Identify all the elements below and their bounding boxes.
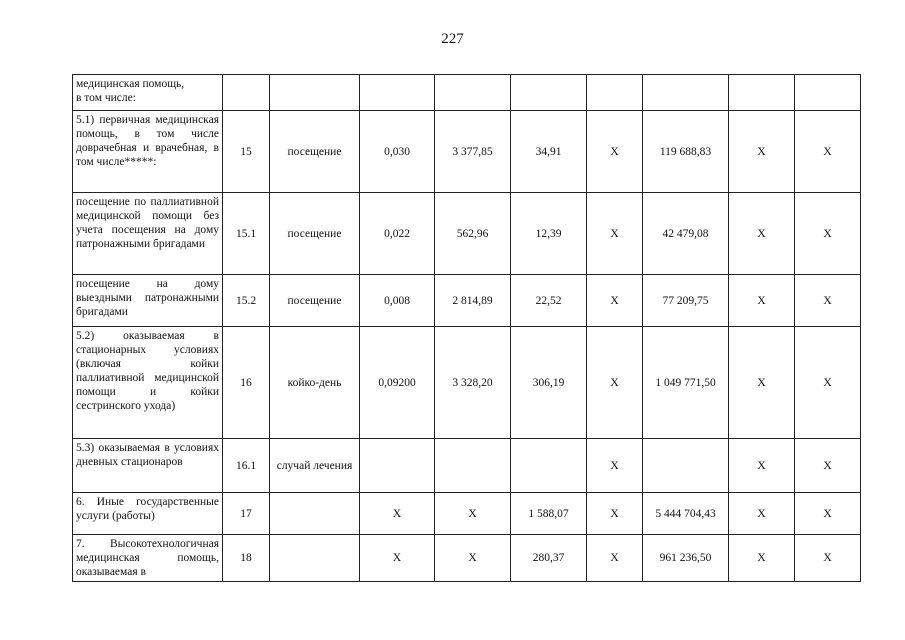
row-unit: койко-день [270,327,360,439]
row-unit: посещение [270,275,360,327]
row-value-2: 3 377,85 [435,111,511,193]
row-value-5: 119 688,83 [643,111,729,193]
row-value-7: X [795,111,861,193]
row-value-3: 12,39 [511,193,587,275]
row-value-4: X [587,327,643,439]
row-value-6: X [729,111,795,193]
row-value-3 [511,439,587,493]
row-value-4: X [587,275,643,327]
row-value-7: X [795,535,861,582]
row-value-2: 2 814,89 [435,275,511,327]
data-table [72,74,861,582]
row-value-5 [643,439,729,493]
row-value-6: X [729,493,795,535]
row-code: 17 [223,493,270,535]
row-value-1: X [360,493,435,535]
row-value-4 [587,75,643,111]
row-value-7: X [795,275,861,327]
row-code [223,75,270,111]
row-unit: посещение [270,111,360,193]
row-value-5: 5 444 704,43 [643,493,729,535]
row-value-3: 306,19 [511,327,587,439]
row-value-2 [435,75,511,111]
row-value-1: 0,008 [360,275,435,327]
row-description: медицинская помощь, в том числе: [73,75,223,111]
row-value-7 [795,75,861,111]
row-value-5: 1 049 771,50 [643,327,729,439]
row-value-6: X [729,327,795,439]
row-description: посещение на дому выездными патронажными бригадами [73,275,223,327]
row-value-1: 0,09200 [360,327,435,439]
row-code: 15.1 [223,193,270,275]
row-value-4: X [587,493,643,535]
row-value-6: X [729,439,795,493]
row-value-6 [729,75,795,111]
table-row [73,75,861,111]
row-code: 16.1 [223,439,270,493]
row-unit: посещение [270,193,360,275]
row-code: 15.2 [223,275,270,327]
row-unit [270,535,360,582]
table-row [73,193,861,275]
row-value-7: X [795,493,861,535]
row-value-4: X [587,439,643,493]
row-value-5: 42 479,08 [643,193,729,275]
row-value-7: X [795,193,861,275]
row-value-1: 0,030 [360,111,435,193]
row-value-1 [360,75,435,111]
row-code: 16 [223,327,270,439]
row-code: 15 [223,111,270,193]
page-number: 227 [441,31,464,47]
row-code: 18 [223,535,270,582]
table-row [73,535,861,582]
row-value-4: X [587,193,643,275]
row-value-2: 3 328,20 [435,327,511,439]
row-value-5 [643,75,729,111]
row-value-5: 961 236,50 [643,535,729,582]
row-value-3: 22,52 [511,275,587,327]
row-value-6: X [729,275,795,327]
row-value-3: 280,37 [511,535,587,582]
row-unit [270,493,360,535]
row-value-4: X [587,535,643,582]
row-value-4: X [587,111,643,193]
row-value-2: X [435,535,511,582]
row-value-3: 34,91 [511,111,587,193]
row-value-1: 0,022 [360,193,435,275]
row-value-7: X [795,439,861,493]
row-value-2: 562,96 [435,193,511,275]
row-value-1 [360,439,435,493]
table-row [73,275,861,327]
row-description: 6. Иные государственные услуги (работы) [73,493,223,535]
row-value-6: X [729,193,795,275]
row-value-6: X [729,535,795,582]
row-value-3 [511,75,587,111]
row-description: 7. Высокотехнологичная медицинская помощь, оказываемая в [73,535,223,582]
row-unit [270,75,360,111]
row-value-2 [435,439,511,493]
row-description: 5.2) оказываемая в стационарных условиях (включая койки паллиативной медицинской помощи и койки сестринского ухода) [73,327,223,439]
table-row [73,439,861,493]
row-value-3: 1 588,07 [511,493,587,535]
table-row [73,493,861,535]
row-value-5: 77 209,75 [643,275,729,327]
row-description: 5.3) оказываемая в условиях дневных стационаров [73,439,223,493]
row-value-2: X [435,493,511,535]
row-description: 5.1) первичная медицинская помощь, в том числе доврачебная и врачебная, в том числе*****: [73,111,223,193]
row-value-7: X [795,327,861,439]
row-value-1: X [360,535,435,582]
row-description: посещение по паллиативной медицинской помощи без учета посещения на дому патронажными бригадами [73,193,223,275]
table-row [73,111,861,193]
row-unit: случай лечения [270,439,360,493]
table-row [73,327,861,439]
